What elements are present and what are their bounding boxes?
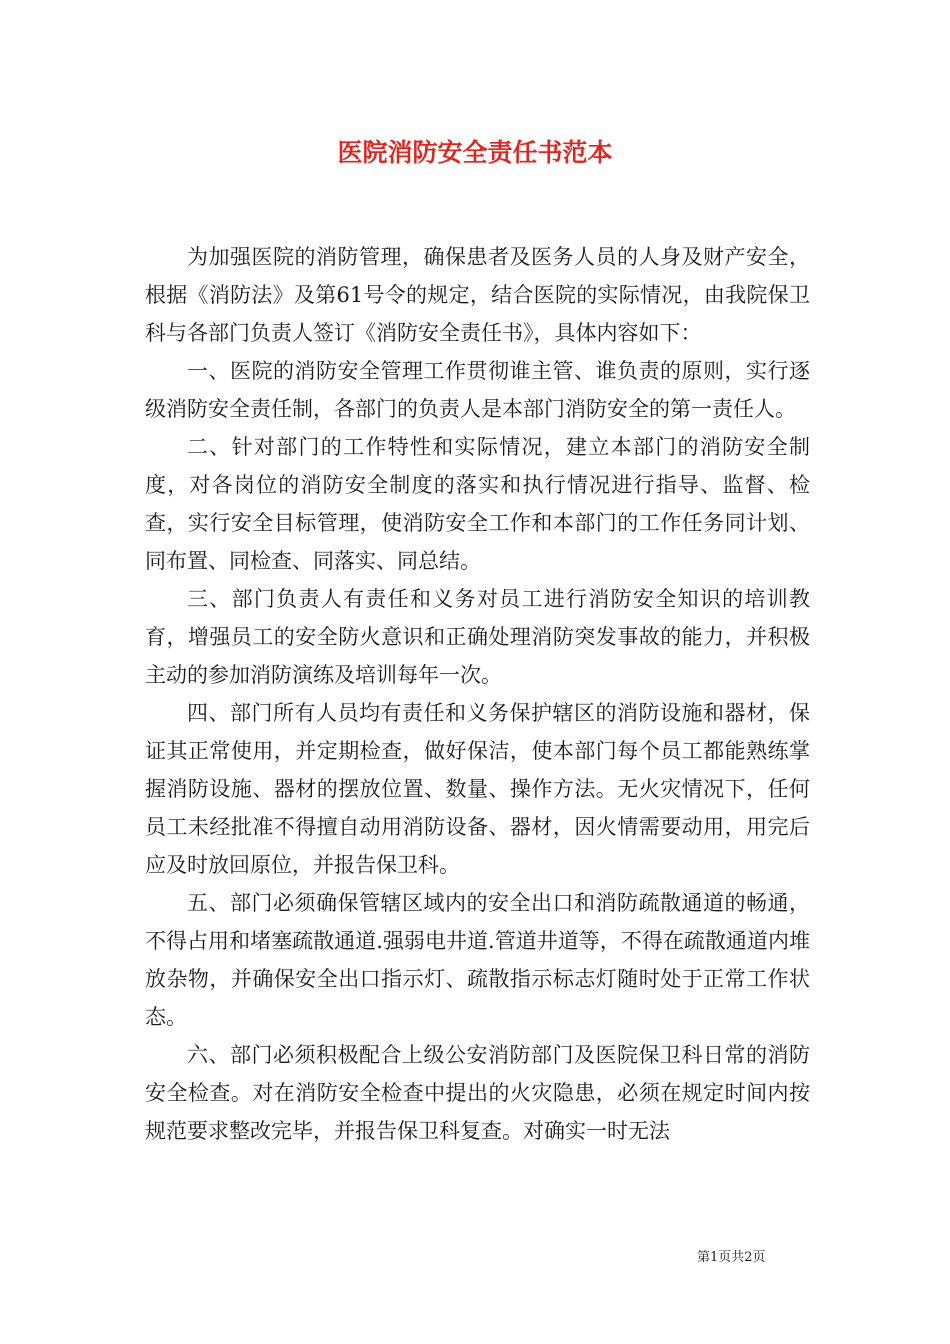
paragraph-item-2: 二、针对部门的工作特性和实际情况，建立本部门的消防安全制度，对各岗位的消防安全制度的落实和执行情况进行指导、监督、检查，实行安全目标管理，使消防安全工作和本部门的工作任务同计划、同布置、同检查、同落实、同总结。 [145,435,810,573]
document-title: 医院消防安全责任书范本 [337,138,613,167]
paragraph-item-1: 一、医院的消防安全管理工作贯彻谁主管、谁负责的原则，实行逐级消防安全责任制，各部门的负责人是本部门消防安全的第一责任人。 [145,359,810,421]
paragraph-intro: 为加强医院的消防管理，确保患者及医务人员的人身及财产安全，根据《消防法》及第61号令的规定，结合医院的实际情况，由我院保卫科与各部门负责人签订《消防安全责任书》，具体内容如下： [145,245,810,345]
paragraph-item-4: 四、部门所有人员均有责任和义务保护辖区的消防设施和器材，保证其正常使用，并定期检查，做好保洁，使本部门每个员工都能熟练掌握消防设施、器材的摆放位置、数量、操作方法。无火灾情况下，任何员工未经批准不得擅自动用消防设备、器材，因火情需要动用，用完后应及时放回原位，并报告保卫科。 [145,701,810,877]
paragraph-item-3: 三、部门负责人有责任和义务对员工进行消防安全知识的培训教育，增强员工的安全防火意识和正确处理消防突发事故的能力，并积极主动的参加消防演练及培训每年一次。 [145,587,810,687]
page-number: 第1页共2页 [697,1250,766,1265]
paragraph-item-5: 五、部门必须确保管辖区域内的安全出口和消防疏散通道的畅通，不得占用和堵塞疏散通道.强弱电井道.管道井道等，不得在疏散通道内堆放杂物，并确保安全出口指示灯、疏散指示标志灯随时处于正常工作状态。 [145,891,810,1029]
document-body [145,238,810,1150]
paragraph-item-6: 六、部门必须积极配合上级公安消防部门及医院保卫科日常的消防安全检查。对在消防安全检查中提出的火灾隐患，必须在规定时间内按规范要求整改完毕，并报告保卫科复查。对确实一时无法 [145,1043,810,1143]
